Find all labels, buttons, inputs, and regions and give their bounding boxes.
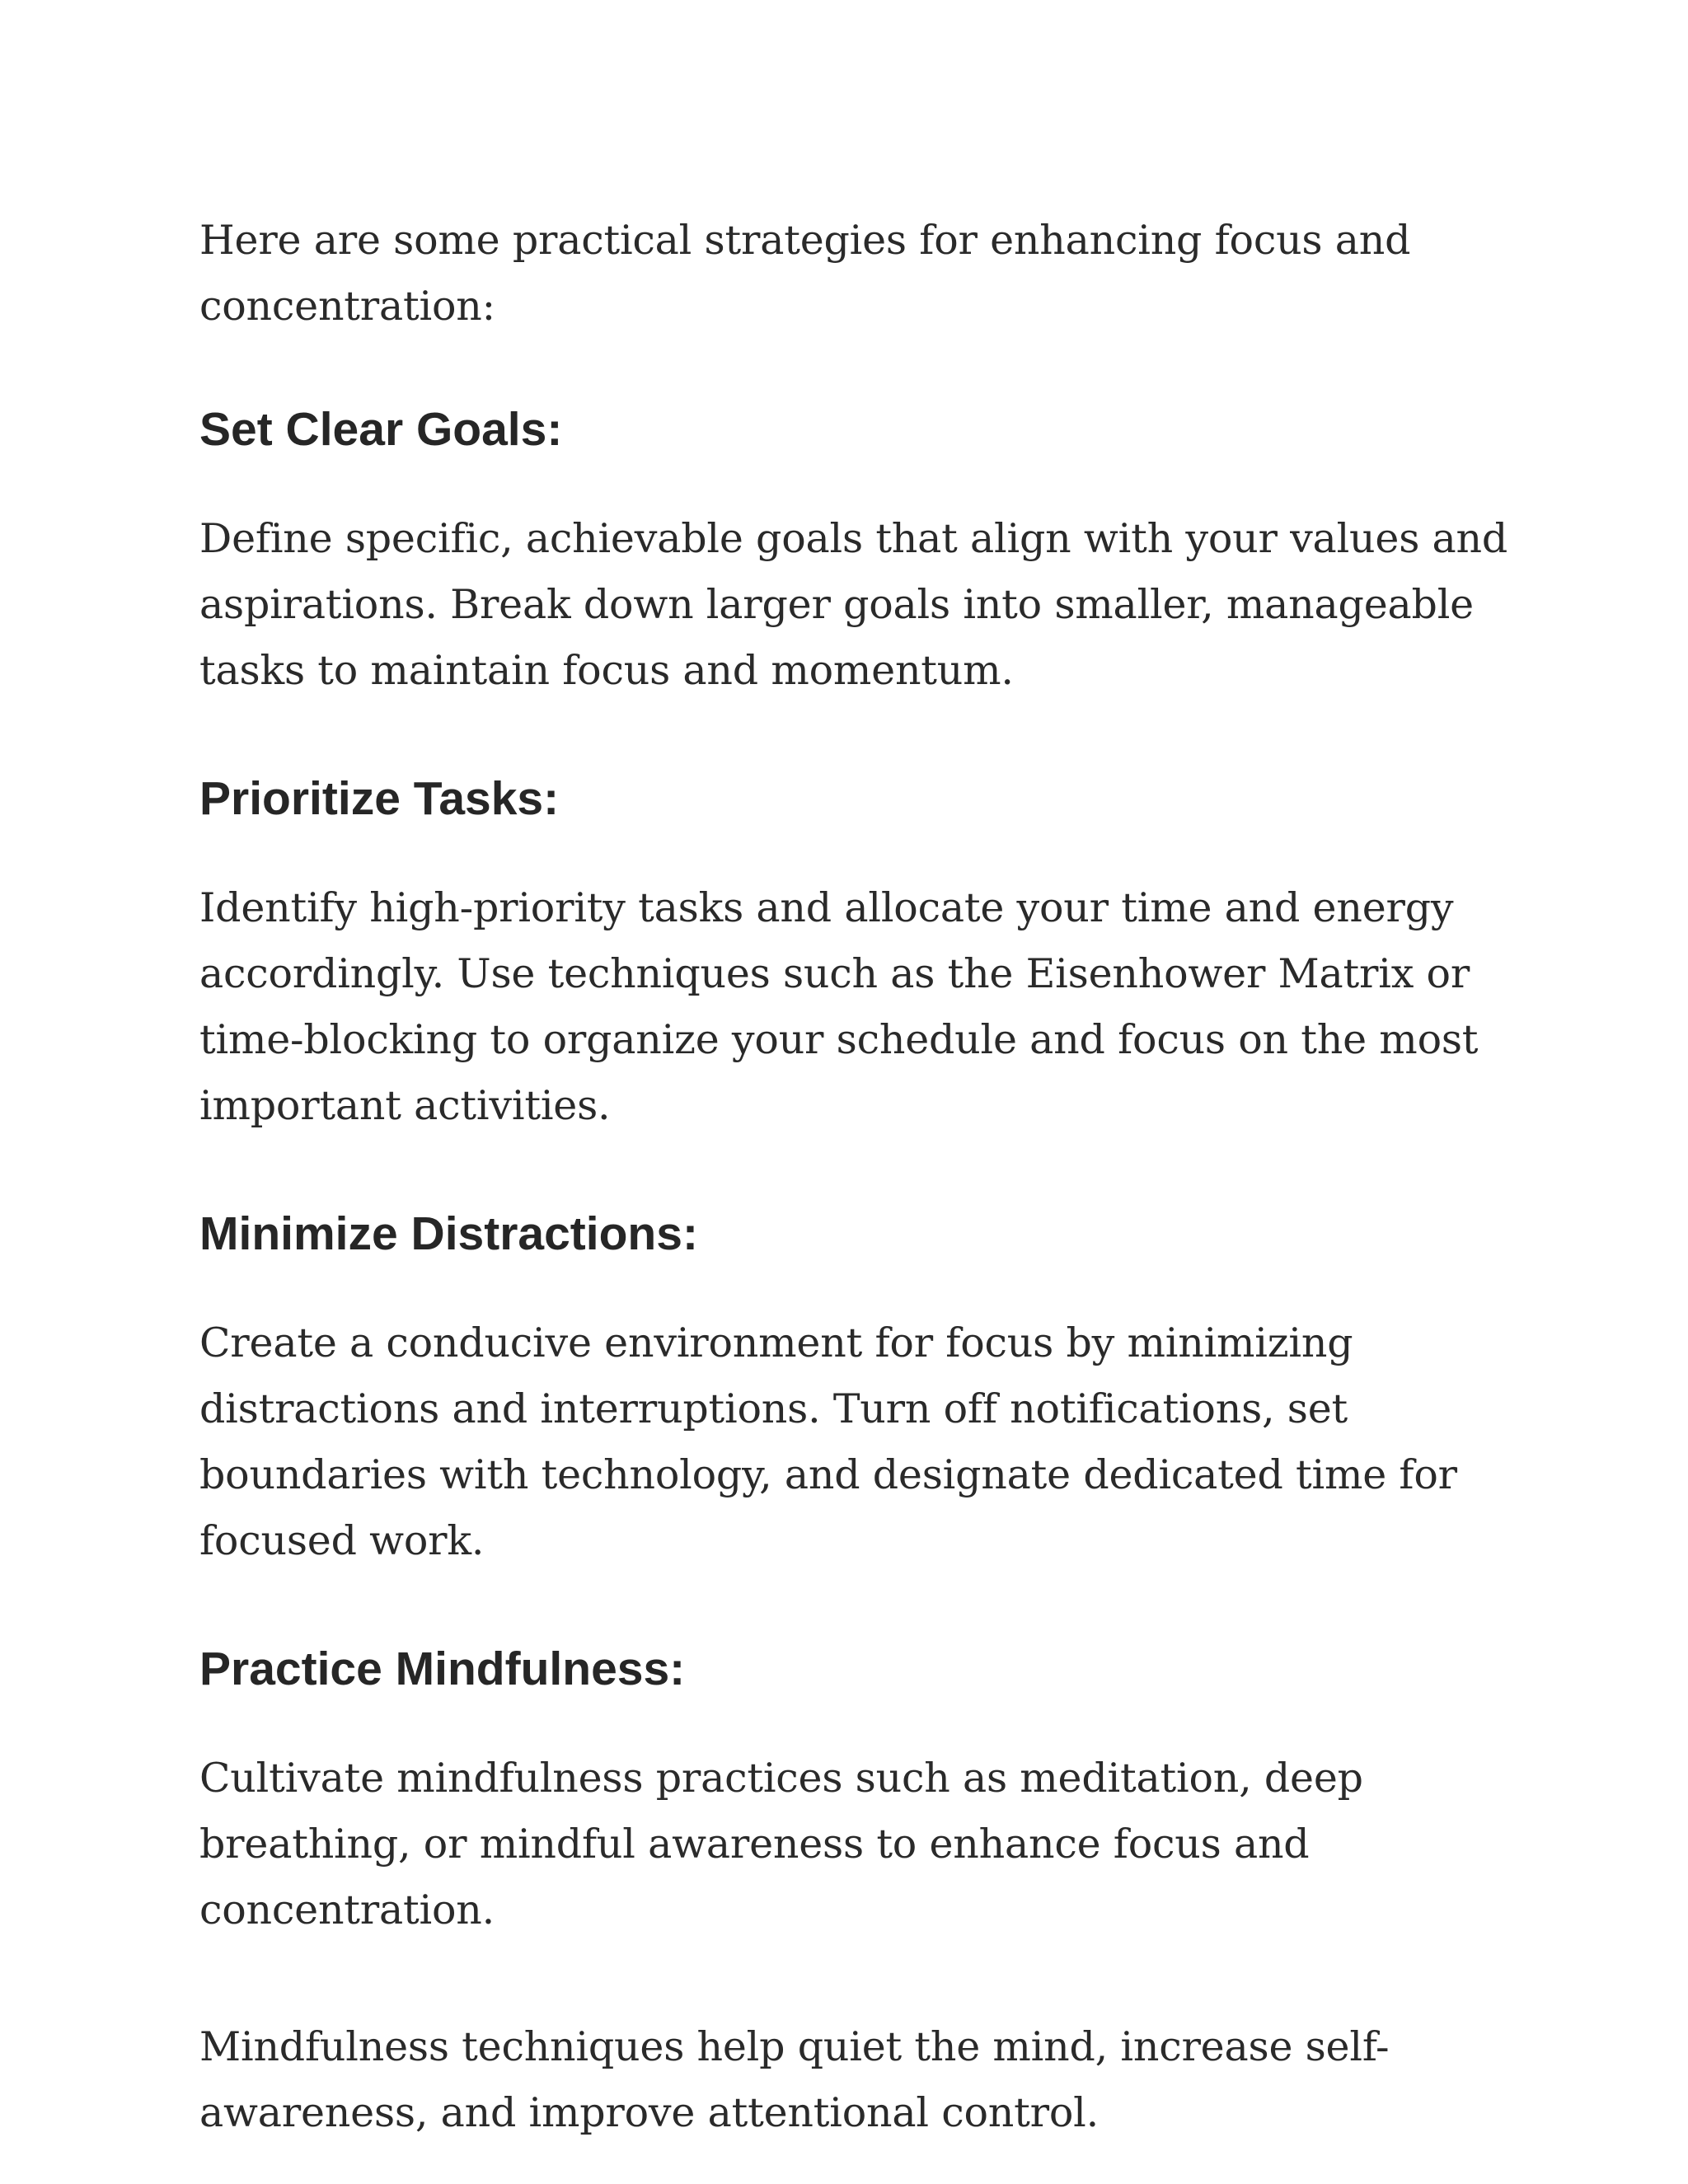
paragraph-practice-mindfulness-2: Mindfulness techniques help quiet the mind, increase self-awareness, and improve attentional control. — [199, 2023, 1390, 2136]
heading-prioritize-tasks: Prioritize Tasks: — [199, 772, 560, 825]
document-page — [199, 208, 1518, 2146]
intro-paragraph: Here are some practical strategies for enhancing focus and concentration: — [199, 217, 1411, 330]
heading-practice-mindfulness: Practice Mindfulness: — [199, 1643, 686, 1695]
paragraph-practice-mindfulness-1: Cultivate mindfulness practices such as meditation, deep breathing, or mindful awareness to enhance focus and concentration. — [199, 1755, 1363, 1933]
heading-minimize-distractions: Minimize Distractions: — [199, 1207, 698, 1260]
paragraph-minimize-distractions: Create a conducive environment for focus by minimizing distractions and interruptions. Turn off notifications, set boundaries with technology, and designate dedicated time for focused work. — [199, 1319, 1457, 1564]
heading-set-clear-goals: Set Clear Goals: — [199, 403, 563, 456]
paragraph-set-clear-goals: Define specific, achievable goals that align with your values and aspirations. Break down larger goals into smaller, manageable tasks to maintain focus and momentum. — [199, 515, 1508, 694]
paragraph-prioritize-tasks: Identify high-priority tasks and allocate your time and energy accordingly. Use techniques such as the Eisenhower Matrix or time-blocking to organize your schedule and focus on the most important activities. — [199, 884, 1479, 1129]
